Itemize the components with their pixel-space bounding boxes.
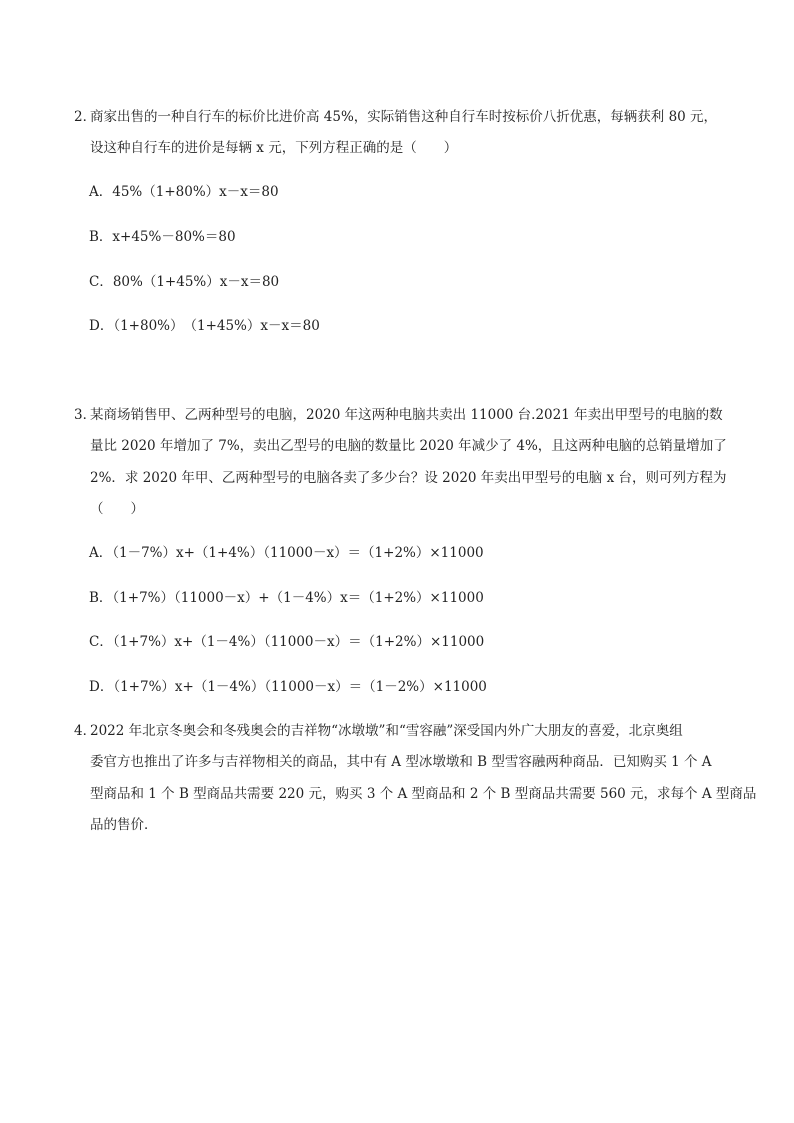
question-stem-line: 品的售价．: [90, 817, 158, 833]
question-stem-line: 量比 2020 年增加了 7%，卖出乙型号的电脑的数量比 2020 年减少了 4%，且这两种电脑的总销量增加了: [90, 438, 727, 454]
option-d: D．（1+7%）x+（1－4%）（11000－x）＝（1－2%）×11000: [89, 679, 487, 695]
question-stem-line: 设这种自行车的进价是每辆 x 元，下列方程正确的是（ ）: [90, 140, 458, 156]
option-d: D．（1+80%） （1+45%）x－x＝80: [89, 318, 320, 334]
option-a: A．（1－7%）x+（1+4%）（11000－x）＝（1+2%）×11000: [89, 545, 484, 561]
option-c: C．（1+7%）x+（1－4%）（11000－x）＝（1+2%）×11000: [89, 634, 485, 650]
option-b: B．（1+7%）（11000－x）+（1－4%）x＝（1+2%）×11000: [89, 590, 484, 606]
question-stem-line: 某商场销售甲、乙两种型号的电脑，2020 年这两种电脑共卖出 11000 台.2021 年卖出甲型号的电脑的数: [90, 407, 723, 423]
option-b: B．x+45%－80%＝80: [89, 229, 236, 245]
question-number: 2．: [74, 109, 97, 125]
question-stem-line: 2022 年北京冬奥会和冬残奥会的吉祥物“冰墩墩”和“雪容融”深受国内外广大朋友的喜爱，北京奥组: [90, 723, 683, 739]
question-stem-line: （ ）: [90, 501, 144, 517]
question-number: 3．: [74, 407, 97, 423]
question-stem-line: 2%．求 2020 年甲、乙两种型号的电脑各卖了多少台？设 2020 年卖出甲型号的电脑 x 台，则可列方程为: [90, 470, 727, 486]
question-number: 4．: [74, 723, 97, 739]
question-stem-line: 委官方也推出了许多与吉祥物相关的商品，其中有 A 型冰墩墩和 B 型雪容融两种商品．已知购买 1 个 A: [90, 754, 712, 770]
question-stem-line: 商家出售的一种自行车的标价比进价高 45%，实际销售这种自行车时按标价八折优惠，每辆获利 80 元，: [90, 109, 718, 125]
question-stem-line: 型商品和 1 个 B 型商品共需要 220 元，购买 3 个 A 型商品和 2 个 B 型商品共需要 560 元，求每个 A 型商品: [90, 786, 757, 802]
option-a: A．45%（1+80%）x－x＝80: [89, 184, 279, 200]
option-c: C．80%（1+45%）x－x＝80: [89, 274, 280, 290]
